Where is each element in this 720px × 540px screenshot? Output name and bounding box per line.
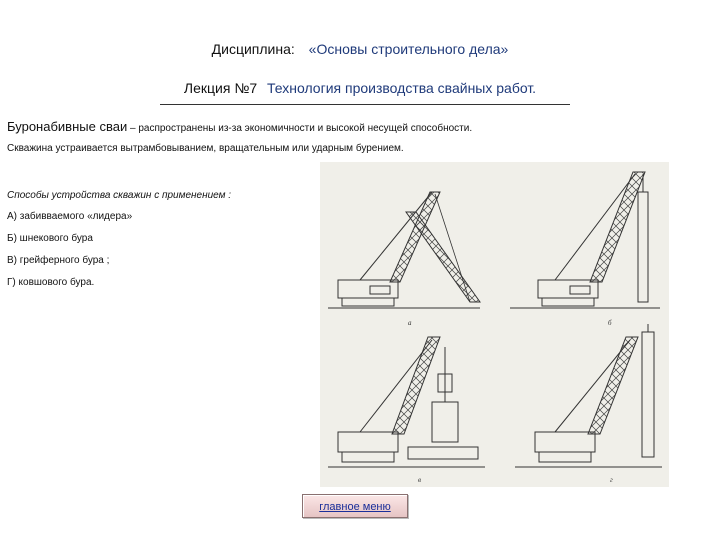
drilling-text: Скважина устраивается вытрамбовыванием, вращательным или ударным бурением. (7, 143, 404, 154)
main-menu-button[interactable]: главное меню (302, 494, 408, 518)
panel-label-d: г (610, 476, 613, 484)
discipline-header (0, 41, 720, 57)
crane-panel-b (510, 172, 660, 327)
header-divider (160, 104, 570, 105)
crane-panel-d (515, 324, 662, 484)
discipline-name: «Основы строительного дела» (308, 41, 509, 57)
methods-title: Способы устройства скважин с применением : (7, 190, 231, 201)
crane-panel-a (328, 192, 480, 327)
method-item: В) грейферного бура ; (7, 255, 110, 266)
panel-label-b: б (608, 319, 612, 327)
method-item: Б) шнекового бура (7, 233, 93, 244)
term: Буронабивные сваи (7, 119, 128, 134)
lecture-label: Лекция №7 (183, 80, 258, 96)
discipline-label: Дисциплина: (211, 41, 295, 57)
panel-label-c: в (418, 476, 422, 484)
lecture-topic: Технология производства свайных работ. (267, 80, 537, 96)
crane-figure (320, 162, 669, 487)
crane-drawings (320, 162, 669, 487)
crane-panel-c (328, 337, 485, 484)
term-definition: – распространены из-за экономичности и высокой несущей способности. (127, 123, 473, 134)
lecture-header (0, 80, 720, 96)
method-item: Г) ковшового бура. (7, 277, 95, 288)
method-item: А) забивваемого «лидера» (7, 211, 133, 222)
panel-label-a: а (408, 319, 412, 327)
definition-line (7, 119, 472, 134)
